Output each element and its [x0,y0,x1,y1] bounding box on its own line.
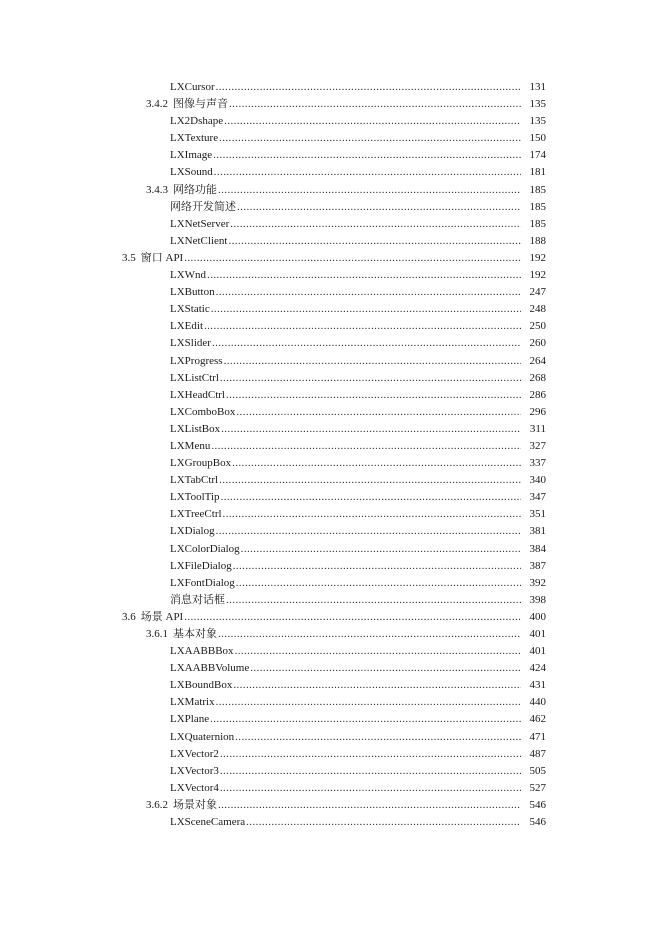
toc-entry-label [122,250,183,267]
toc-entry-number: 3.6.2 [146,798,168,811]
toc-entry[interactable] [0,182,662,199]
toc-entry-label [170,489,220,506]
toc-entry-label [170,763,219,780]
toc-entry-title: LXQuaternion [170,730,235,743]
toc-entry-number: 3.6 [122,610,136,623]
toc-entry-title: LXAABBVolume [170,662,250,675]
toc-entry-label [146,797,217,814]
toc-entry[interactable] [0,404,662,421]
toc-entry-label [170,387,225,404]
toc-entry-page: 398 [529,593,546,606]
toc-entry-title: LXTabCtrl [170,474,219,487]
toc-dot-leader [211,301,521,318]
toc-dot-leader [224,353,521,370]
toc-entry[interactable] [0,523,662,540]
toc-dot-leader [236,575,521,592]
toc-entry[interactable] [0,250,662,267]
toc-entry-title: LX2Dshape [170,115,224,128]
toc-entry-title: LXCursor [170,81,215,93]
toc-entry-page: 185 [529,183,546,196]
toc-entry-title: 窗口 API [140,251,184,264]
toc-entry-page: 424 [529,662,546,675]
toc-dot-leader [220,746,521,763]
toc-entry[interactable] [0,421,662,438]
toc-entry-title: LXNetServer [170,217,230,230]
toc-entry-title: LXNetClient [170,234,228,247]
toc-entry-label [170,677,232,694]
toc-entry[interactable] [0,335,662,352]
toc-entry-title: 场景 API [140,610,184,623]
toc-entry-page: 546 [529,816,546,829]
toc-entry-title: LXListCtrl [170,371,219,384]
toc-entry-title: LXButton [170,286,215,299]
toc-dot-leader [221,489,521,506]
toc-dot-leader [235,643,521,660]
toc-dot-leader [232,455,521,472]
toc-dot-leader [237,199,521,216]
toc-entry-page: 327 [529,439,546,452]
toc-entry-page: 401 [529,645,546,658]
toc-entry[interactable] [0,438,662,455]
toc-entry-title: LXBoundBox [170,679,233,692]
toc-entry-page: 546 [529,798,546,811]
toc-dot-leader [216,694,521,711]
toc-dot-leader [184,250,521,267]
toc-entry-title: LXTexture [170,132,219,145]
toc-dot-leader [220,370,521,387]
toc-entry[interactable] [0,541,662,558]
toc-entry-title: LXVector2 [170,747,219,760]
toc-entry-label [170,370,219,387]
toc-entry-label [170,711,209,728]
toc-entry[interactable] [0,763,662,780]
toc-entry-title: LXImage [170,149,213,162]
toc-entry-page: 174 [529,149,546,162]
toc-entry[interactable] [0,814,662,831]
toc-entry[interactable] [0,318,662,335]
toc-entry[interactable] [0,746,662,763]
toc-entry-label [170,164,213,181]
toc-entry-page: 188 [529,234,546,247]
toc-entry-title: LXSceneCamera [170,816,246,829]
toc-entry-page: 381 [529,525,546,538]
toc-entry-page: 131 [529,81,546,93]
toc-entry[interactable] [0,284,662,301]
toc-entry-label [170,353,223,370]
toc-entry-title: 图像与声音 [173,98,228,111]
toc-dot-leader [220,780,521,797]
toc-entry-page: 384 [529,542,546,555]
toc-entry-label [170,284,215,301]
toc-entry-label [170,472,218,489]
toc-dot-leader [216,284,521,301]
toc-dot-leader [218,797,521,814]
toc-entry-label [170,301,210,318]
toc-entry-title: 网络开发简述 [170,200,236,213]
toc-entry-page: 487 [529,747,546,760]
toc-entry-title: LXSound [170,166,213,179]
toc-entry-label [170,199,236,216]
toc-dot-leader [246,814,521,831]
toc-entry-title: 消息对话框 [170,593,225,606]
toc-entry-title: LXAABBBox [170,645,234,658]
toc-entry-page: 311 [529,422,546,435]
toc-entry-title: LXMatrix [170,696,215,709]
toc-entry-page: 192 [529,251,546,264]
toc-entry-label [170,455,231,472]
toc-dot-leader [226,387,521,404]
toc-entry[interactable] [0,130,662,147]
toc-dot-leader [216,523,521,540]
toc-entry[interactable] [0,694,662,711]
toc-entry-title: LXPlane [170,713,210,726]
toc-entry-title: 基本对象 [173,628,217,640]
toc-entry-title: LXFontDialog [170,576,235,589]
toc-entry-label [170,421,220,438]
toc-dot-leader [220,763,521,780]
toc-entry[interactable] [0,233,662,250]
toc-entry-page: 340 [529,474,546,487]
toc-entry-label [146,626,217,643]
toc-entry[interactable] [0,660,662,677]
toc-entry-title: LXComboBox [170,405,236,418]
toc-entry[interactable] [0,267,662,284]
toc-entry-label [170,147,212,164]
toc-entry-label [170,660,249,677]
toc-entry-page: 250 [529,320,546,333]
toc-entry-title: LXListBox [170,422,221,435]
toc-entry[interactable] [0,301,662,318]
toc-entry-label [170,558,232,575]
toc-dot-leader [214,164,521,181]
toc-entry[interactable] [0,164,662,181]
toc-entry-page: 387 [529,559,546,572]
toc-entry-label [170,404,235,421]
toc-entry-page: 185 [529,217,546,230]
toc-entry-title: 网络功能 [173,183,217,196]
toc-dot-leader [207,267,521,284]
toc-entry-label [170,79,215,96]
toc-entry-page: 296 [529,405,546,418]
toc-entry-title: LXToolTip [170,491,220,504]
toc-entry-page: 431 [529,679,546,692]
toc-entry-number: 3.4.2 [146,98,168,111]
toc-entry-number: 3.4.3 [146,183,168,196]
toc-entry[interactable] [0,506,662,523]
toc-entry[interactable] [0,79,662,96]
toc-entry-title: LXProgress [170,354,223,367]
toc-dot-leader [218,626,521,643]
toc-dot-leader [221,421,521,438]
toc-entry-label [122,609,183,626]
toc-entry-number: 3.6.1 [146,628,168,640]
toc-entry-page: 150 [529,132,546,145]
toc-entry[interactable] [0,558,662,575]
toc-entry[interactable] [0,626,662,643]
toc-entry[interactable] [0,353,662,370]
toc-dot-leader [213,147,521,164]
toc-entry-title: LXHeadCtrl [170,388,225,401]
toc-dot-leader [228,233,521,250]
toc-entry-label [170,130,218,147]
toc-dot-leader [211,438,521,455]
toc-entry-label [170,523,215,540]
toc-entry-title: LXSlider [170,337,211,350]
toc-dot-leader [184,609,521,626]
toc-entry-label [170,318,203,335]
toc-entry-page: 392 [529,576,546,589]
toc-entry-title: LXVector4 [170,781,219,794]
toc-entry-label [170,113,223,130]
toc-entry-page: 286 [529,388,546,401]
toc-entry[interactable] [0,729,662,746]
toc-entry-label [170,233,227,250]
toc-entry-label [170,643,234,660]
toc-dot-leader [219,130,521,147]
toc-entry-page: 401 [529,628,546,640]
toc-entry-page: 462 [529,713,546,726]
toc-entry-title: LXGroupBox [170,457,232,470]
toc-entry-label [146,96,228,113]
toc-entry[interactable] [0,96,662,113]
toc-entry-label [170,780,219,797]
toc-entry-page: 247 [529,286,546,299]
toc-entry[interactable] [0,677,662,694]
toc-entry-title: LXEdit [170,320,203,333]
toc-entry-title: LXWnd [170,269,207,282]
toc-entry-label [170,438,210,455]
toc-entry-page: 135 [529,115,546,128]
toc-dot-leader [219,472,521,489]
toc-dot-leader [212,335,521,352]
toc-entry-label [170,592,225,609]
table-of-contents [0,79,662,831]
toc-dot-leader [218,182,521,199]
toc-dot-leader [230,216,521,233]
toc-entry-label [170,506,222,523]
toc-entry[interactable] [0,113,662,130]
toc-entry[interactable] [0,797,662,814]
toc-entry-label [170,541,240,558]
toc-dot-leader [226,592,521,609]
toc-entry-label [170,746,219,763]
toc-entry-title: 场景对象 [173,798,217,811]
toc-dot-leader [224,113,521,130]
toc-dot-leader [250,660,521,677]
toc-dot-leader [241,541,521,558]
toc-entry[interactable] [0,387,662,404]
toc-entry-page: 264 [529,354,546,367]
toc-entry-page: 260 [529,337,546,350]
toc-entry-page: 400 [529,610,546,623]
toc-entry-page: 192 [529,269,546,282]
toc-dot-leader [223,506,521,523]
toc-entry-title: LXMenu [170,439,211,452]
toc-entry-label [170,694,215,711]
toc-entry-label [146,182,217,199]
toc-dot-leader [229,96,521,113]
toc-entry-page: 527 [529,781,546,794]
toc-dot-leader [216,79,521,96]
toc-entry-title: LXFileDialog [170,559,232,572]
toc-entry-page: 471 [529,730,546,743]
toc-entry[interactable] [0,489,662,506]
toc-dot-leader [233,558,521,575]
toc-entry-title: LXColorDialog [170,542,240,555]
toc-entry-page: 185 [529,200,546,213]
toc-entry-label [170,814,245,831]
toc-entry-page: 248 [529,303,546,316]
toc-entry[interactable] [0,643,662,660]
toc-entry-title: LXStatic [170,303,210,316]
toc-entry-label [170,729,234,746]
toc-dot-leader [233,677,521,694]
toc-entry-page: 268 [529,371,546,384]
toc-entry-label [170,216,229,233]
toc-entry[interactable] [0,370,662,387]
toc-entry[interactable] [0,780,662,797]
toc-entry[interactable] [0,216,662,233]
toc-entry-page: 337 [529,457,546,470]
toc-entry-title: LXVector3 [170,764,219,777]
toc-entry[interactable] [0,472,662,489]
toc-entry-page: 181 [529,166,546,179]
toc-entry[interactable] [0,711,662,728]
toc-entry[interactable] [0,592,662,609]
toc-dot-leader [204,318,521,335]
toc-entry[interactable] [0,575,662,592]
toc-entry-label [170,267,206,284]
toc-entry-title: LXTreeCtrl [170,508,222,521]
toc-entry-page: 505 [529,764,546,777]
toc-entry-label [170,575,235,592]
toc-dot-leader [210,711,521,728]
toc-dot-leader [236,404,521,421]
toc-entry[interactable] [0,199,662,216]
toc-entry-page: 351 [529,508,546,521]
toc-entry-title: LXDialog [170,525,215,538]
toc-entry-number: 3.5 [122,251,136,264]
toc-dot-leader [235,729,521,746]
toc-entry[interactable] [0,147,662,164]
toc-entry[interactable] [0,455,662,472]
toc-entry-page: 135 [529,98,546,111]
toc-entry[interactable] [0,609,662,626]
toc-entry-label [170,335,211,352]
toc-entry-page: 347 [529,491,546,504]
toc-entry-page: 440 [529,696,546,709]
